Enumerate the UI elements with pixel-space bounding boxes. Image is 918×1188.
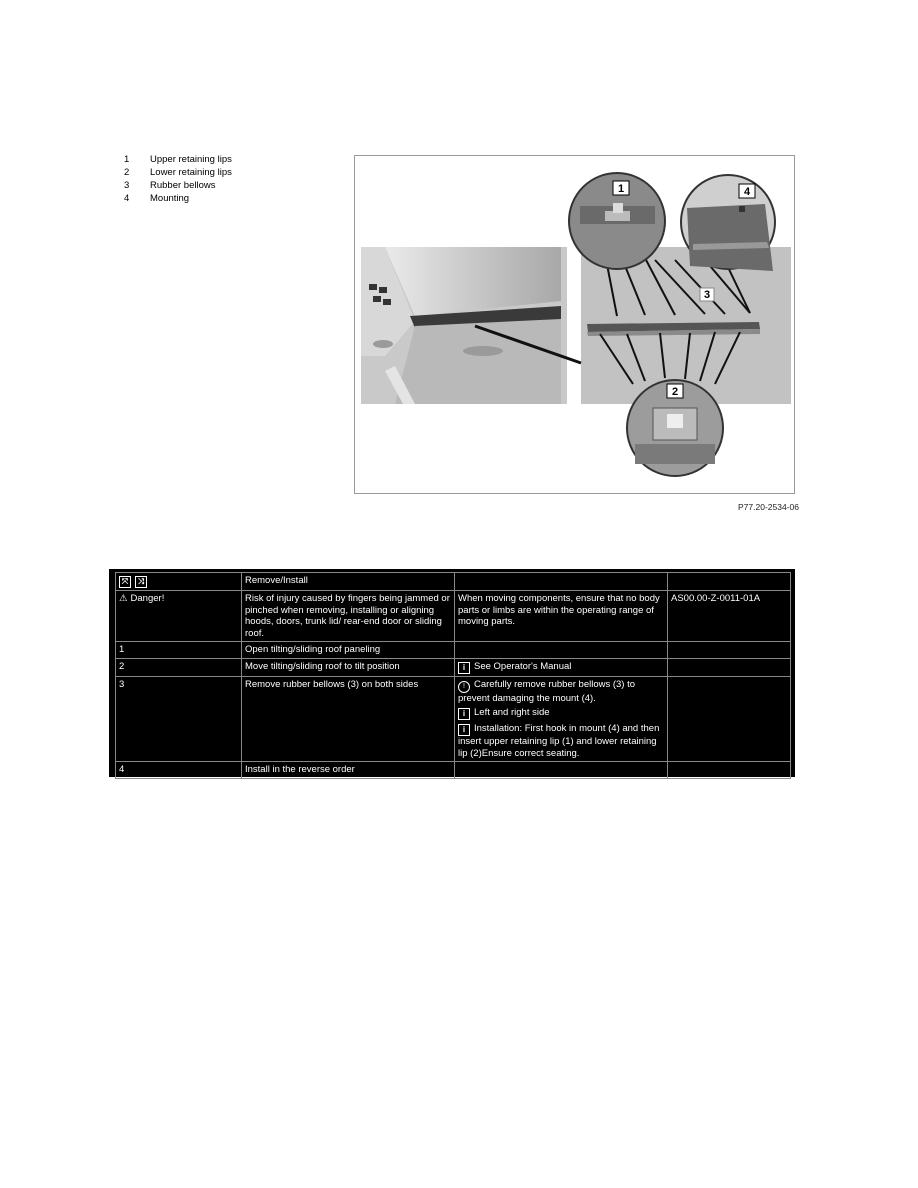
callout-2-label: 2 xyxy=(671,386,679,398)
danger-label-cell xyxy=(116,591,242,642)
legend-label: Upper retaining lips xyxy=(150,154,232,165)
legend-label: Mounting xyxy=(150,193,190,204)
step-number: 3 xyxy=(116,676,242,762)
sunroof-diagram xyxy=(355,156,794,493)
step-note-cell xyxy=(455,642,668,659)
figure-code: P77.20-2534-06 xyxy=(738,502,799,512)
callout-4-label: 4 xyxy=(743,186,751,198)
procedure-table xyxy=(109,569,795,777)
table-row xyxy=(116,658,791,676)
header-icons-cell xyxy=(116,573,242,591)
step-code-cell xyxy=(668,642,791,659)
callout-3 xyxy=(700,288,714,301)
header-title: Remove/Install xyxy=(242,573,455,591)
danger-risk: Risk of injury caused by fingers being jammed or pinched when removing, installing or aligning hoods, doors, trunk lid/ rear-end door or sliding roof. xyxy=(242,591,455,642)
warning-triangle-icon: ⚠ xyxy=(119,593,128,604)
danger-measure: When moving components, ensure that no body parts or limbs are within the operating range of moving parts. xyxy=(455,591,668,642)
legend-number: 3 xyxy=(124,180,130,191)
figure-legend xyxy=(124,153,232,205)
detail-upper-retaining-lip xyxy=(569,173,665,269)
table-row xyxy=(116,642,791,659)
legend-item xyxy=(124,166,232,179)
step-code-cell xyxy=(668,658,791,676)
callout-1-label: 1 xyxy=(617,183,625,195)
callout-3-label: 3 xyxy=(703,289,711,301)
table-row xyxy=(116,676,791,762)
step-note: See Operator's Manual xyxy=(474,660,572,672)
step-note-cell xyxy=(455,658,668,676)
remove-icon: ⤧ xyxy=(119,576,131,588)
legend-label: Lower retaining lips xyxy=(150,167,232,178)
info-icon: i xyxy=(458,724,470,736)
legend-number: 1 xyxy=(124,154,130,165)
table-header-row xyxy=(116,573,791,591)
header-empty-cell xyxy=(455,573,668,591)
legend-item xyxy=(124,179,232,192)
install-icon: ⤨ xyxy=(135,576,147,588)
car-interior-image xyxy=(361,247,567,404)
legend-number: 2 xyxy=(124,167,130,178)
table-row xyxy=(116,762,791,779)
step-text: Open tilting/sliding roof paneling xyxy=(242,642,455,659)
step-code-cell xyxy=(668,676,791,762)
step-note-cell xyxy=(455,762,668,779)
step-number: 2 xyxy=(116,658,242,676)
detail-mounting xyxy=(681,175,775,271)
step-number: 1 xyxy=(116,642,242,659)
step-text: Install in the reverse order xyxy=(242,762,455,779)
caution-circle-icon: ! xyxy=(458,681,470,693)
step-text: Remove rubber bellows (3) on both sides xyxy=(242,676,455,762)
detail-lower-retaining-lip xyxy=(627,380,723,476)
legend-label: Rubber bellows xyxy=(150,180,216,191)
step-text: Move tilting/sliding roof to tilt position xyxy=(242,658,455,676)
step-number: 4 xyxy=(116,762,242,779)
info-icon: i xyxy=(458,708,470,720)
header-empty-cell xyxy=(668,573,791,591)
info-icon: i xyxy=(458,662,470,674)
step-note: Left and right side xyxy=(474,707,550,718)
step-note: Installation: First hook in mount (4) and then insert upper retaining lip (1) and lower retaining lip (2)Ensure correct seating. xyxy=(458,723,660,759)
step-note: Carefully remove rubber bellows (3) to prevent damaging the mount (4). xyxy=(458,678,636,704)
danger-row xyxy=(116,591,791,642)
legend-number: 4 xyxy=(124,193,130,204)
danger-label: Danger! xyxy=(130,593,165,604)
legend-item xyxy=(124,192,232,205)
step-code-cell xyxy=(668,762,791,779)
step-note-cell xyxy=(455,676,668,762)
danger-code: AS00.00-Z-0011-01A xyxy=(668,591,791,642)
legend-item xyxy=(124,153,232,166)
sunroof-illustration xyxy=(354,155,795,494)
